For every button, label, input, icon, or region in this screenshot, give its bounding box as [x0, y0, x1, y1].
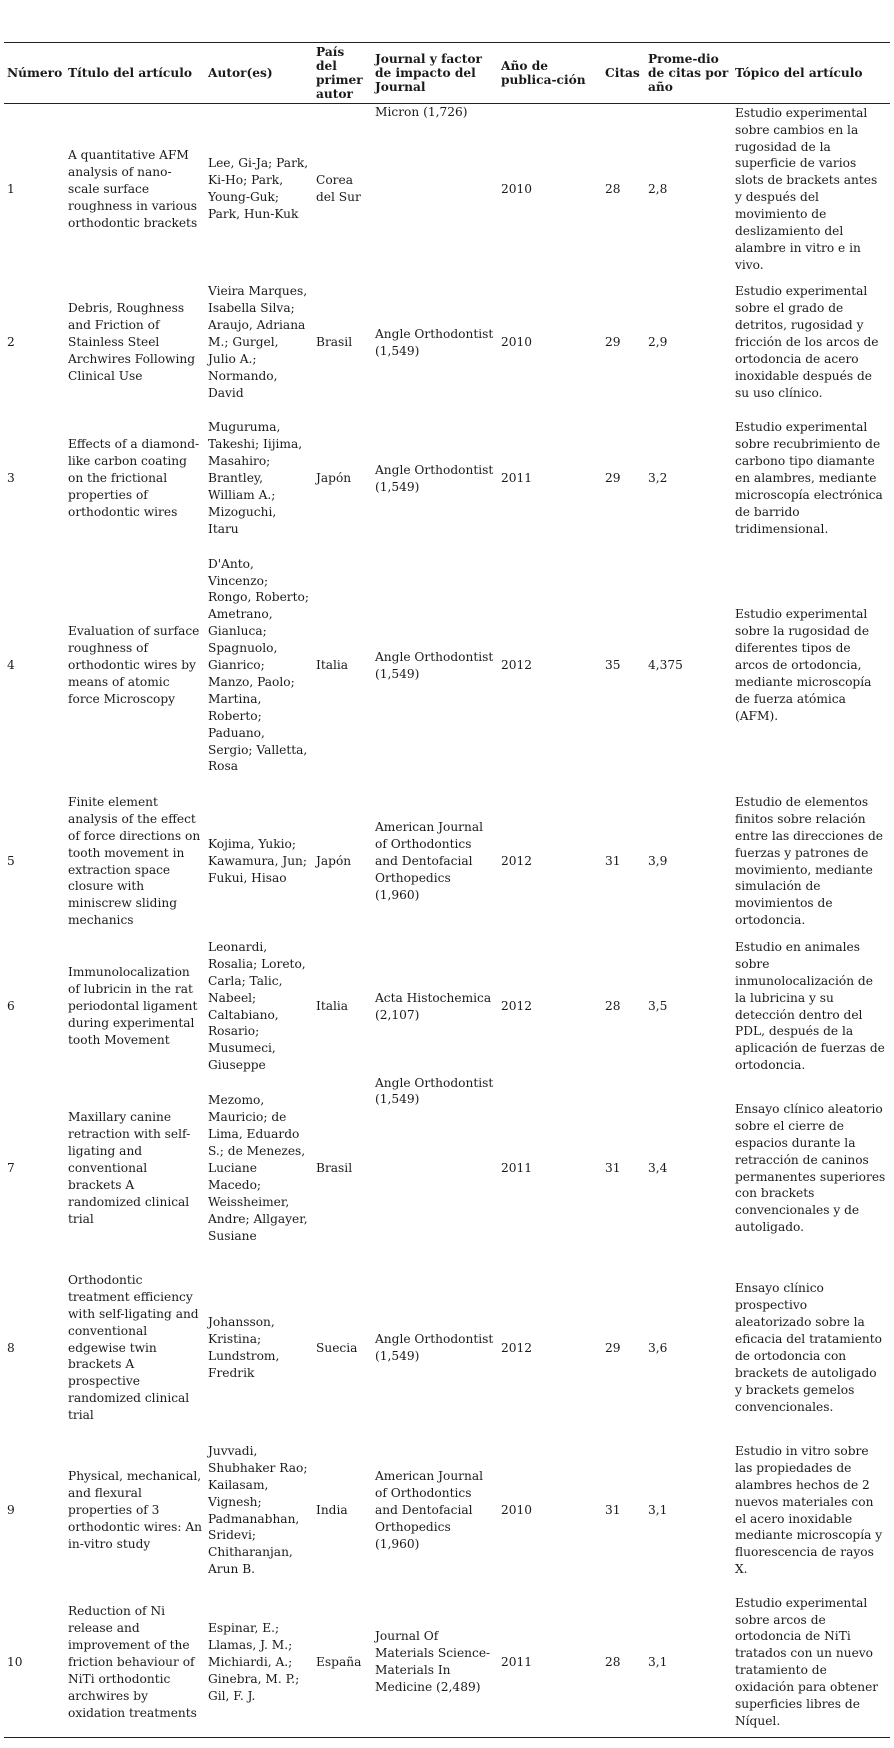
cell-autores: Lee, Gi-Ja; Park, Ki-Ho; Park, Young-Guk; Park, Hun-Kuk	[208, 156, 309, 222]
cell-citas: 31	[605, 854, 621, 869]
cell-citas: 35	[605, 658, 621, 673]
cell-topico: Ensayo clínico prospectivo aleatorizado sobre la eficacia del tratamiento de ortodoncia con brackets de autoligado y brackets gemelos convencionales.	[735, 1281, 882, 1414]
cell-promedio: 3,2	[648, 471, 668, 486]
cell-journal: American Journal of Orthodontics and Dentofacial Orthopedics (1,960)	[375, 1469, 484, 1551]
cell-journal: Acta Histochemica (2,107)	[375, 990, 492, 1022]
cell-anio: 2010	[501, 1503, 533, 1518]
cell-numero: 5	[7, 854, 15, 869]
cell-titulo: Physical, mechanical, and flexural properties of 3 orthodontic wires: An in-vitro study	[68, 1469, 202, 1551]
cell-autores: D'Anto, Vincenzo; Rongo, Roberto; Ametrano, Gianluca; Spagnuolo, Gianrico; Manzo, Paolo; Martina, Roberto; Paduano, Sergio; Valletta, Rosa	[208, 556, 309, 774]
cell-titulo: Finite element analysis of the effect of force directions on tooth movement in extraction space closure with miniscrew sliding mechanics	[68, 794, 201, 928]
cell-anio: 2012	[501, 658, 533, 673]
cell-anio: 2012	[501, 999, 533, 1014]
cell-anio: 2012	[501, 1340, 533, 1355]
cell-citas: 31	[605, 1161, 621, 1176]
cell-topico: Estudio in vitro sobre las propiedades de alambres hechos de 2 nuevos materiales con el acero inoxidable mediante microscopía y fluorescencia de rayos X.	[735, 1443, 883, 1577]
cell-journal: American Journal of Orthodontics and Dentofacial Orthopedics (1,960)	[375, 820, 484, 902]
cell-autores: Mezomo, Mauricio; de Lima, Eduardo S.; de Menezes, Luciane Macedo; Weissheimer, Andre; Allgayer, Susiane	[208, 1093, 308, 1243]
cell-titulo: Immunolocalization of lubricin in the rat periodontal ligament during experimental tooth Movement	[68, 965, 198, 1047]
cell-citas: 29	[605, 335, 621, 350]
cell-autores: Vieira Marques, Isabella Silva; Araujo, Adriana M.; Gurgel, Julio A.; Normando, David	[208, 284, 308, 400]
cell-promedio: 2,9	[648, 335, 668, 350]
cell-numero: 7	[7, 1161, 15, 1176]
cell-journal: Angle Orthodontist (1,549)	[375, 1075, 494, 1107]
cell-promedio: 3,5	[648, 999, 668, 1014]
cell-citas: 31	[605, 1503, 621, 1518]
table-row	[4, 1434, 890, 1588]
cell-topico: Estudio experimental sobre cambios en la rugosidad de la superficie de varios slots de brackets antes y después del movimiento de deslizamiento del alambre in vitro e in vivo.	[735, 105, 878, 272]
table-row	[4, 411, 890, 547]
cell-numero: 1	[7, 181, 15, 196]
articles-table	[4, 42, 890, 1738]
cell-titulo: Evaluation of surface roughness of orthodontic wires by means of atomic force Microscopy	[68, 624, 200, 706]
cell-pais: Suecia	[316, 1340, 358, 1355]
cell-titulo: Reduction of Ni release and improvement of the friction behaviour of NiTi orthodontic archwires by oxidation treatments	[68, 1604, 197, 1720]
table-body	[4, 104, 890, 1738]
cell-titulo: Maxillary canine retraction with self-ligating and conventional brackets A randomized clinical trial	[68, 1110, 191, 1226]
table-header	[4, 43, 890, 104]
cell-titulo: Orthodontic treatment efficiency with self-ligating and conventional edgewise twin brackets A prospective randomized clinical trial	[68, 1272, 199, 1423]
cell-citas: 29	[605, 471, 621, 486]
cell-numero: 6	[7, 999, 15, 1014]
cell-pais: Brasil	[316, 335, 353, 350]
header-numero: Número	[7, 66, 63, 80]
cell-autores: Kojima, Yukio; Kawamura, Jun; Fukui, Hisao	[208, 837, 308, 885]
cell-topico: Estudio experimental sobre arcos de ortodoncia de NiTi tratados con un nuevo tratamiento de oxidación para obtener superficies libres de Níquel.	[735, 1595, 879, 1728]
cell-journal: Journal Of Materials Science-Materials In Medicine (2,489)	[375, 1629, 491, 1695]
cell-titulo: A quantitative AFM analysis of nano-scale surface roughness in various orthodontic brackets	[68, 147, 198, 230]
cell-promedio: 3,1	[648, 1654, 668, 1669]
table-row	[4, 104, 890, 275]
cell-promedio: 4,375	[648, 658, 683, 673]
cell-topico: Estudio de elementos finitos sobre relación entre las direcciones de fuerzas y patrones de movimiento, mediante simulación de movimientos de ortodoncia.	[735, 794, 883, 928]
table-row	[4, 1588, 890, 1738]
cell-anio: 2010	[501, 181, 533, 196]
header-autores: Autor(es)	[208, 66, 273, 80]
cell-anio: 2012	[501, 854, 533, 869]
header-pais: País del primer autor	[316, 45, 363, 101]
cell-journal: Angle Orthodontist (1,549)	[375, 649, 494, 681]
cell-journal: Angle Orthodontist (1,549)	[375, 326, 494, 358]
cell-citas: 28	[605, 181, 621, 196]
cell-pais: India	[316, 1503, 348, 1518]
table-row	[4, 785, 890, 939]
cell-pais: Italia	[316, 999, 349, 1014]
cell-autores: Muguruma, Takeshi; Iijima, Masahiro; Brantley, William A.; Mizoguchi, Itaru	[208, 420, 303, 536]
cell-numero: 2	[7, 335, 15, 350]
cell-journal: Micron (1,726)	[375, 105, 468, 119]
table-row	[4, 1075, 890, 1263]
cell-journal: Angle Orthodontist (1,549)	[375, 1332, 494, 1363]
cell-titulo: Effects of a diamond-like carbon coating on the frictional properties of orthodontic wires	[68, 437, 200, 519]
cell-anio: 2011	[501, 1654, 533, 1669]
table-row	[4, 547, 890, 785]
cell-anio: 2010	[501, 335, 533, 350]
cell-topico: Estudio experimental sobre la rugosidad de diferentes tipos de arcos de ortodoncia, mediante microscopía de fuerza atómica (AFM).	[735, 607, 872, 723]
cell-numero: 8	[7, 1340, 15, 1355]
cell-topico: Estudio experimental sobre el grado de detritos, rugosidad y fricción de los arcos de ortodoncia de acero inoxidable después de su uso clínico.	[735, 284, 879, 400]
articles-table-container	[4, 42, 890, 1738]
cell-promedio: 3,9	[648, 854, 668, 869]
header-journal: Journal y factor de impacto del Journal	[375, 52, 482, 94]
cell-anio: 2011	[501, 471, 533, 486]
header-anio: Año de publica-ción	[501, 59, 586, 87]
cell-pais: Brasil	[316, 1161, 353, 1176]
cell-promedio: 3,1	[648, 1503, 668, 1518]
cell-promedio: 3,4	[648, 1161, 668, 1176]
cell-autores: Johansson, Kristina; Lundstrom, Fredrik	[208, 1315, 280, 1380]
cell-pais: Corea del Sur	[316, 173, 361, 205]
cell-topico: Ensayo clínico aleatorio sobre el cierre de espacios durante la retracción de caninos permanentes superiores con brackets convencionales y de autoligado.	[735, 1101, 886, 1235]
cell-pais: Japón	[316, 471, 352, 486]
cell-autores: Espinar, E.; Llamas, J. M.; Michiardi, A.; Ginebra, M. P.; Gil, F. J.	[208, 1620, 300, 1703]
table-row	[4, 939, 890, 1075]
cell-topico: Estudio en animales sobre inmunolocalización de la lubricina y su detección dentro del PDL, después de la aplicación de fuerzas de ortodoncia.	[735, 939, 885, 1073]
cell-numero: 10	[7, 1654, 23, 1669]
cell-citas: 29	[605, 1340, 621, 1355]
cell-journal: Angle Orthodontist (1,549)	[375, 462, 494, 494]
cell-promedio: 2,8	[648, 181, 668, 196]
cell-topico: Estudio experimental sobre recubrimiento de carbono tipo diamante en alambres, mediante microscopía electrónica de barrido tridimensional.	[735, 420, 883, 536]
table-row	[4, 275, 890, 411]
cell-autores: Juvvadi, Shubhaker Rao; Kailasam, Vignesh; Padmanabhan, Sridevi; Chitharanjan, Arun B.	[208, 1443, 308, 1577]
header-promedio: Prome-dio de citas por año	[648, 52, 729, 94]
header-titulo: Título del artículo	[68, 66, 192, 80]
cell-pais: España	[316, 1654, 362, 1669]
cell-anio: 2011	[501, 1161, 533, 1176]
cell-pais: Italia	[316, 658, 349, 673]
cell-numero: 9	[7, 1503, 15, 1518]
cell-numero: 4	[7, 658, 15, 673]
table-row	[4, 1263, 890, 1434]
cell-autores: Leonardi, Rosalia; Loreto, Carla; Talic, Nabeel; Caltabiano, Rosario; Musumeci, Giuseppe	[208, 939, 306, 1073]
header-topico: Tópico del artículo	[735, 66, 863, 80]
cell-promedio: 3,6	[648, 1340, 668, 1355]
header-citas: Citas	[605, 66, 640, 80]
cell-citas: 28	[605, 1654, 621, 1669]
cell-titulo: Debris, Roughness and Friction of Stainless Steel Archwires Following Clinical Use	[68, 301, 196, 383]
cell-pais: Japón	[316, 854, 352, 869]
cell-numero: 3	[7, 471, 15, 486]
cell-citas: 28	[605, 999, 621, 1014]
